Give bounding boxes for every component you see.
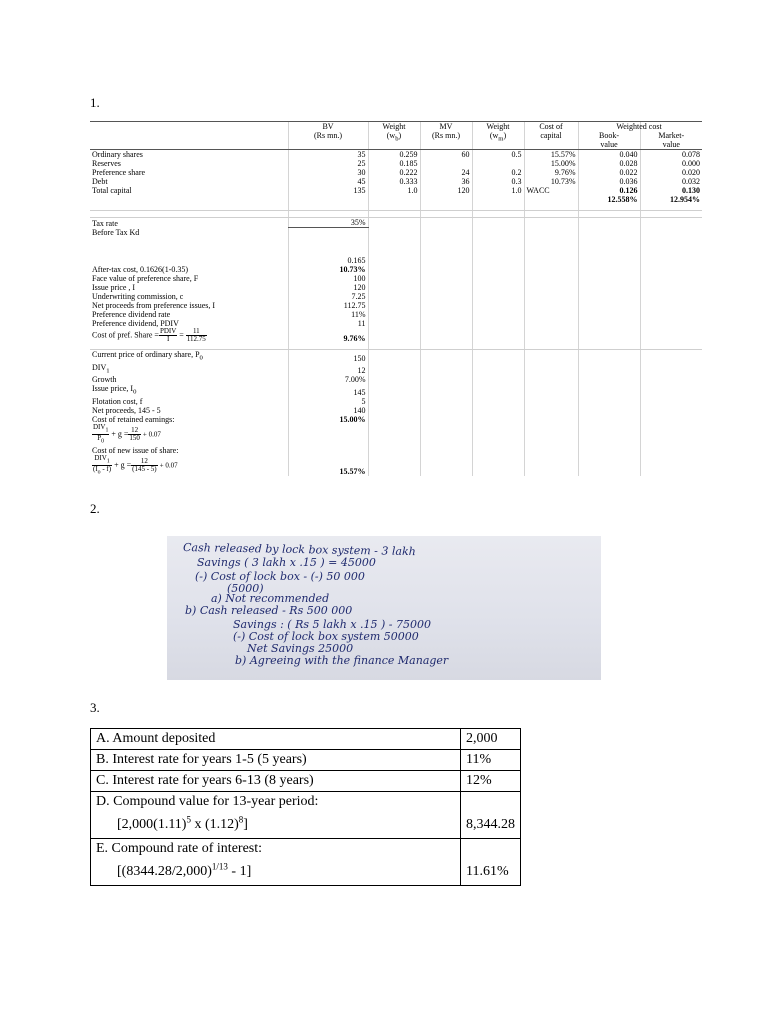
- handwritten-note-photo: [167, 536, 601, 680]
- equity-row: Issue price, $I_0$ 145: [90, 384, 702, 397]
- note-line: (-) Cost of lock box - (-) 50 000: [195, 570, 365, 583]
- preference-row: Preference dividend rate 11%: [90, 310, 702, 319]
- preference-row: Net proceeds from preference issues, I 112.75: [90, 301, 702, 310]
- after-tax-cost-row: After-tax cost, 0.1626(1-0.35) 10.73%: [90, 265, 702, 274]
- wacc-percent-row: [90, 195, 702, 204]
- wacc-book-value: 12.558%: [578, 195, 640, 204]
- question-2-number: 2.: [90, 501, 100, 516]
- capital-row: Ordinary shares 35 0.259 60 0.5 15.57% 0.040 0.078: [92, 150, 700, 159]
- total-capital-row: Total capital 135 1.0 120 1.0 WACC 0.126 0.130: [92, 186, 700, 195]
- kd-value-row: 0.165: [90, 237, 702, 265]
- wacc-market-value: 12.954%: [640, 195, 702, 204]
- preference-row: Face value of preference share, F 100: [90, 274, 702, 283]
- pref-cost-formula: Cost of pref. Share = $\frac{\text{PDIV}}{I}$ = $\frac{11}{112.75}$: [92, 327, 206, 343]
- handwritten-text: [167, 536, 601, 680]
- question-3-number: 3.: [90, 700, 100, 715]
- before-tax-kd-row: Before Tax Kd: [90, 228, 702, 238]
- compound-rate: 11.61%: [461, 859, 521, 886]
- note-line: Savings : ( Rs 5 lakh x .15 ) - 75000: [233, 618, 432, 631]
- header-market-value: Market- value: [640, 122, 702, 150]
- new-issue-formula: $\frac{DIV_1}{(I_o - f)}$ + g = $\frac{12}{(145 - 5)}$ + 0.07: [93, 453, 178, 476]
- note-line: Savings ( 3 lakh x .15 ) = 45000: [197, 556, 376, 569]
- table-row: B. Interest rate for years 1-5 (5 years) 11%: [91, 750, 521, 771]
- compound-value-formula: [$2,000(1.11)^5$ x $(1.12)^8$]: [91, 812, 461, 839]
- header-mv: MV (Rs mn.): [420, 122, 472, 150]
- equity-row: Net proceeds, 145 - 5 140: [90, 406, 702, 415]
- compound-value: 8,344.28: [461, 812, 521, 839]
- capital-row: Debt 45 0.333 36 0.3 10.73% 0.036 0.032: [92, 177, 700, 186]
- header-weight-market: Weight $(w_m)$: [472, 122, 524, 150]
- note-line: a) Not recommended: [211, 592, 330, 605]
- table-row: D. Compound value for 13-year period:: [91, 792, 521, 813]
- header-book-value: Weighted cost Book- value: [578, 122, 640, 150]
- note-line: b) Agreeing with the finance Manager: [235, 654, 449, 667]
- table-row: C. Interest rate for years 6-13 (8 years) 12%: [91, 771, 521, 792]
- compound-rate-formula: $[(8344.28/2,000)^{1/13} - 1]$: [91, 859, 461, 886]
- compound-interest-table: [90, 728, 521, 886]
- retained-formula-row: [90, 424, 702, 446]
- header-bv: BV (Rs mn.): [288, 122, 368, 150]
- equity-row: Flotation cost, f 5: [90, 397, 702, 406]
- capital-row: Reserves 25 0.185 15.00% 0.028 0.000: [92, 159, 700, 168]
- capital-row: Preference share 30 0.222 24 0.2 9.76% 0.022 0.020: [92, 168, 700, 177]
- equity-row: Growth 7.00%: [90, 375, 702, 384]
- new-issue-row: Cost of new issue of share:: [90, 446, 702, 455]
- new-issue-formula-row: $\frac{DIV_1}{(I_o - f)}$ + g = $\frac{12}{(145 - 5)}$ + 0.07 15.57%: [90, 455, 702, 477]
- note-line: (-) Cost of lock box system 50000: [233, 630, 419, 643]
- table-row: E. Compound rate of interest:: [91, 839, 521, 860]
- tax-rate-row: Tax rate 35%: [90, 218, 702, 228]
- preference-row: Underwriting commission, c 7.25: [90, 292, 702, 301]
- header-weight-book: Weight $(w_b)$: [368, 122, 420, 150]
- equity-row: Current price of ordinary share, $P_0$ 150: [90, 350, 702, 363]
- note-line: Net Savings 25000: [247, 642, 354, 655]
- question-1-number: 1.: [90, 95, 100, 110]
- pref-cost-formula-row: Cost of pref. Share = $\frac{\text{PDIV}}{I}$ = $\frac{11}{112.75}$ 9.76%: [90, 328, 702, 343]
- table-row: A. Amount deposited 2,000: [91, 729, 521, 750]
- cost-of-capital-spreadsheet: [90, 121, 702, 476]
- header-cost-of-capital: Cost of capital: [524, 122, 578, 150]
- retained-earnings-row: Cost of retained earnings: 15.00%: [90, 415, 702, 424]
- spreadsheet-header-row: [90, 122, 702, 150]
- note-line: b) Cash released - Rs 500 000: [185, 604, 353, 617]
- note-line: Cash released by lock box system - 3 lakh: [182, 541, 416, 559]
- note-line: (5000): [227, 582, 264, 595]
- preference-row: Issue price , I 120: [90, 283, 702, 292]
- equity-row: $DIV_1$ 12: [90, 363, 702, 376]
- table-row: [91, 812, 521, 839]
- table-row: [91, 859, 521, 886]
- retained-earnings-formula: $\frac{DIV_1}{P_0}$ + g = $\frac{12}{150}$ + 0.07: [93, 422, 161, 445]
- preference-row: Preference dividend, PDIV 11: [90, 319, 702, 328]
